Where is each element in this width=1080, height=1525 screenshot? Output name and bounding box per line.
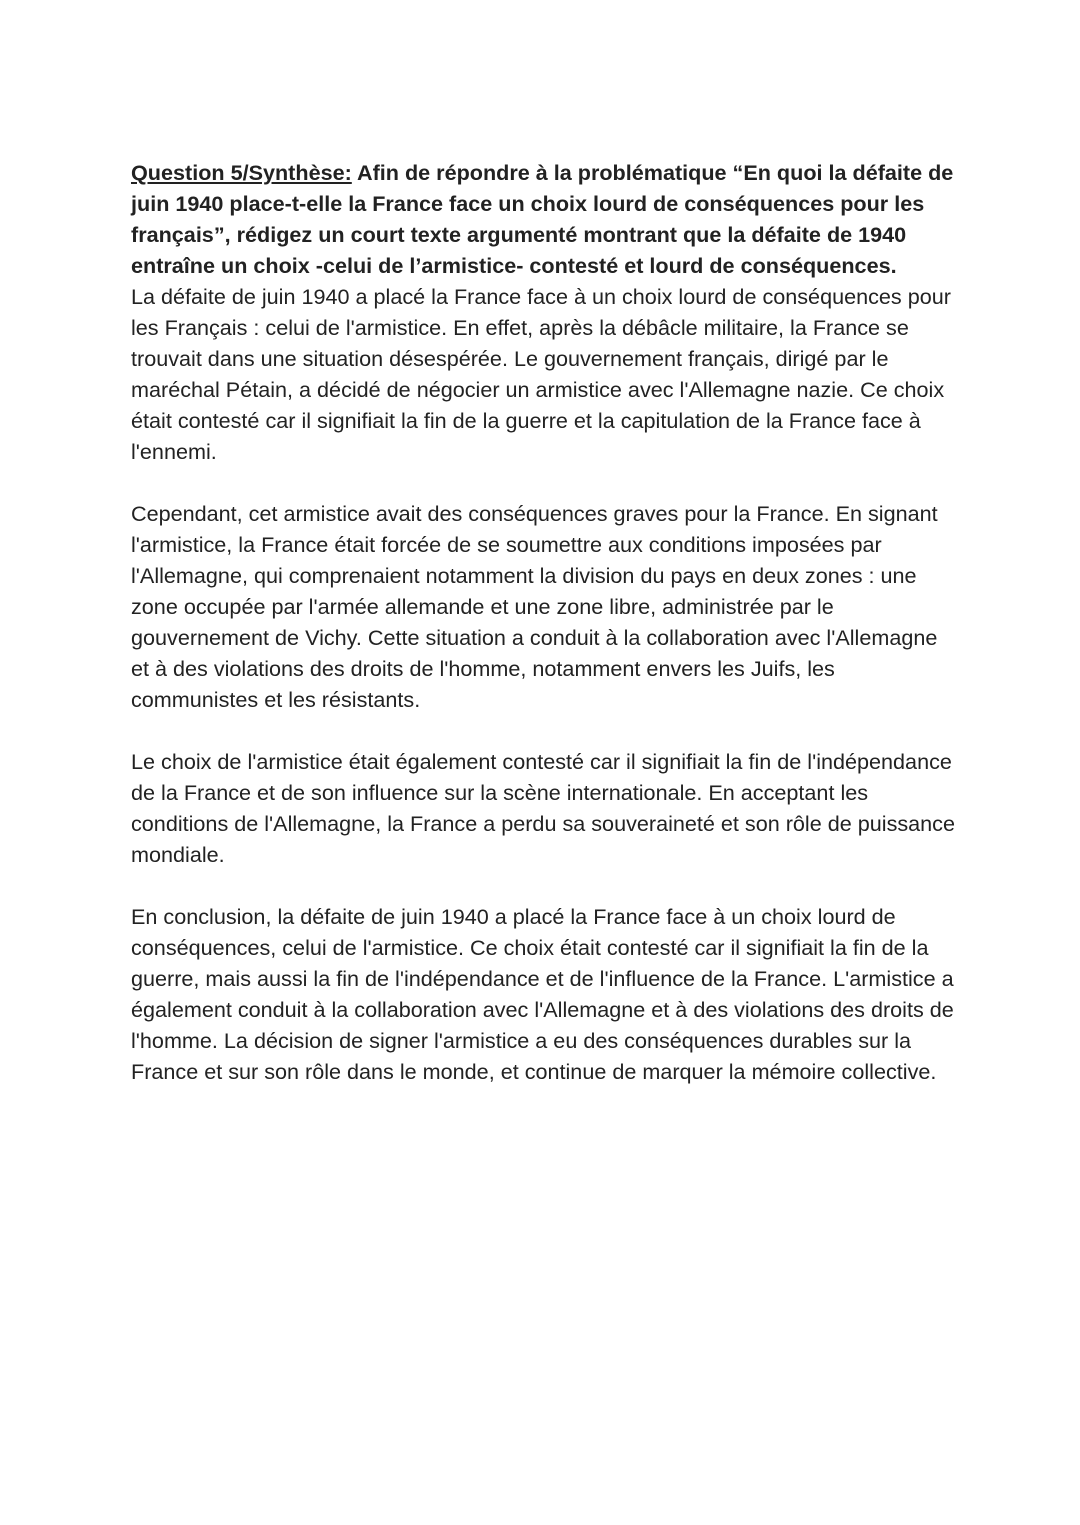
- question-label: Question 5/Synthèse:: [131, 160, 352, 185]
- paragraph-introduction: La défaite de juin 1940 a placé la France face à un choix lourd de conséquences pour les Français : celui de l'armistice. En effet, après la débâcle militaire, la France se trouvait dans une situation désespérée. Le gouvernement français, dirigé par le maréchal Pétain, a décidé de négocier un armistice avec l'Allemagne nazie. Ce choix était contesté car il signifiait la fin de la guerre et la capitulation de la France face à l'ennemi.: [131, 284, 951, 464]
- paragraph-spacer: [131, 715, 961, 746]
- paragraph-contestation: Le choix de l'armistice était également contesté car il signifiait la fin de l'indépendance de la France et de son influence sur la scène internationale. En acceptant les conditions de l'Allemagne, la France a perdu sa souveraineté et son rôle de puissance mondiale.: [131, 749, 955, 867]
- document-page: [131, 157, 961, 1087]
- paragraph-consequences: Cependant, cet armistice avait des conséquences graves pour la France. En signant l'armistice, la France était forcée de se soumettre aux conditions imposées par l'Allemagne, qui comprenaient notamment la division du pays en deux zones : une zone occupée par l'armée allemande et une zone libre, administrée par le gouvernement de Vichy. Cette situation a conduit à la collaboration avec l'Allemagne et à des violations des droits de l'homme, notamment envers les Juifs, les communistes et les résistants.: [131, 501, 938, 712]
- paragraph-conclusion: En conclusion, la défaite de juin 1940 a placé la France face à un choix lourd de conséquences, celui de l'armistice. Ce choix était contesté car il signifiait la fin de la guerre, mais aussi la fin de l'indépendance et de l'influence de la France. L'armistice a également conduit à la collaboration avec l'Allemagne et à des violations des droits de l'homme. La décision de signer l'armistice a eu des conséquences durables sur la France et sur son rôle dans le monde, et continue de marquer la mémoire collective.: [131, 904, 954, 1084]
- paragraph-spacer: [131, 870, 961, 901]
- question-prompt: [131, 157, 961, 281]
- paragraph-spacer: [131, 467, 961, 498]
- question-text: Afin de répondre à la problématique “En quoi la défaite de juin 1940 place-t-elle la France face un choix lourd de conséquences pour les français”, rédigez un court texte argumenté montrant que la défaite de 1940 entraîne un choix -celui de l’armistice- contesté et lourd de conséquences.: [131, 160, 954, 278]
